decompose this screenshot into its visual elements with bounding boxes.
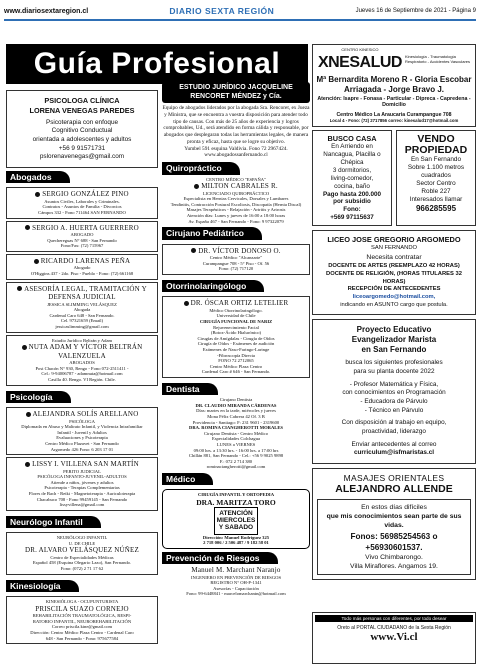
- ad-line: Atención días: Lunes y jueves de 16:00 a 18:00 horas: [186, 213, 286, 219]
- ad-line: Dirección: Manuel Rodríguez 325: [202, 534, 270, 540]
- ad-line: Español 458 (Esquina Olegario Lazo), San Fernando.: [32, 560, 132, 566]
- ad-line: Argomedo 426 Fono: 6 203 17 01: [50, 446, 114, 452]
- abogado-ad: [6, 187, 158, 218]
- column-right: [312, 44, 476, 580]
- ad-line: Vivo Chimbarongo.: [365, 553, 423, 561]
- ad-line: 648 - San Fernando - Fono: 975677584: [45, 635, 119, 641]
- ad-line: proactividad, liderazgo: [362, 427, 426, 435]
- ad-line: Atención: Isapre - Fonasa - Particular - Dipreca - Capredena - Domicilio: [317, 95, 471, 109]
- section-otorrino: Otorrinolaringólogo: [162, 280, 264, 292]
- ad-line: PSICÓLOGA INFANTO-JUVENIL-ADULTOS: [37, 474, 127, 480]
- ad-line[interactable]: rominaciangherotti@gmail.com: [206, 464, 266, 470]
- header-divider: [4, 19, 476, 21]
- ad-line: Evaluaciones y Psicoterapia: [56, 435, 108, 441]
- bullet-icon: [25, 462, 30, 467]
- ad-name: ASESORÍA LEGAL, TRAMITACIÓN Y DEFENSA JUDICIAL: [24, 284, 147, 302]
- bullet-icon: [17, 286, 22, 291]
- vendo-propiedad-ad: [396, 130, 476, 226]
- ad-phone: +569 97115637: [330, 214, 374, 222]
- ad-line: Universidad de Chile: [216, 313, 256, 319]
- ad-name: SERGIO A. HUERTA GUERRERO: [32, 223, 139, 232]
- ad-line: Fono: (072) 2 71 17 62: [60, 566, 104, 572]
- ad-line: lissyvillena@gmail.com: [59, 502, 105, 508]
- portal-ciudadano-ad: [312, 612, 476, 664]
- ad-line: indicando en ASUNTO cargo que postula.: [340, 302, 448, 309]
- ad-name: PRISCILA SUAZO CORNEJO: [35, 604, 129, 613]
- bullet-icon: [194, 184, 199, 189]
- ad-line: Cardenal Caro 648 - San Fernando.: [49, 312, 115, 318]
- ad-line: Especialidades Colchagua: [211, 436, 261, 442]
- ad-line: LICENCIADO QUIROPRÁCTICO: [202, 190, 270, 196]
- liceo-ad: [312, 230, 476, 315]
- logo-sub: Respiratorio - Accidentes Vasculares: [404, 59, 471, 65]
- logo-mark: XNESALUD: [317, 53, 402, 71]
- ad-title: BUSCO CASA: [327, 134, 377, 144]
- ad-line: Cirujano Dentista: [219, 397, 253, 403]
- medico-ad: [162, 489, 310, 548]
- ad-line: LUNES a VIERNES: [216, 442, 256, 448]
- section-kinesiologia: Kinesiología: [6, 580, 79, 592]
- ad-name: ALEJANDRO ALLENDE: [335, 483, 453, 496]
- ad-line: Días: martes en la tarde, miércoles y jueves: [196, 408, 276, 414]
- ad-line: PERITO JUDICIAL: [63, 468, 101, 474]
- ad-line: Psicoterapia con enfoque: [45, 118, 119, 126]
- ad-line: Contratos - Asuntos de Familia - Divorcios: [42, 204, 122, 210]
- ad-line: Oreto al PORTAL CIUDADANO de la Sexta Región: [337, 625, 451, 631]
- masajes-ad: [312, 468, 476, 580]
- ad-line: Médico Otorrinolaringólogo.: [209, 307, 263, 313]
- ad-line: Post Chacón N° 930, Rengo - Fono 072-2511411 -: [35, 365, 129, 371]
- section-abogados: Abogados: [6, 171, 70, 183]
- kinesiologia-ad: [6, 596, 158, 644]
- ad-name: DR. CLAUDIO MIRANDA CÁRDENAS: [195, 402, 277, 408]
- ad-line: U. DE CHILE: [68, 540, 96, 546]
- ad-name: SERGIO GONZÁLEZ PINO: [42, 190, 129, 199]
- ad-name: LISSY I. VILLENA SAN MARTÍN: [32, 460, 139, 469]
- estudio-juridico-text: Equipo de abogados liderados por la abogada Sra. Rencoret, ex Jueza y Ministra, que se encuentra a vuestra disposición para atender todo tipo de causas. Con más de 25 años de experiencia y logros comprobables, Ud., será atendido en forma cálida y responsable, por abogados que desplegaran todas las herramientas legales, de manera pronta y eficaz, hasta que se logre su objetivo.: [162, 105, 310, 145]
- ad-title: PSICOLOGA CLÍNICA: [44, 96, 120, 105]
- otorrino-ad: [162, 296, 310, 378]
- ad-line: - Profesor Matemática y Física,: [349, 380, 439, 388]
- ad-line: En San Fernando: [410, 156, 462, 164]
- ad-line: Cirugía de Oídos - Exámenes de audición: [197, 341, 275, 347]
- ad-line: FONO 72 2712065: [218, 358, 254, 364]
- ad-line: KINESIÓLOGA - OCUPUNTURISTA: [45, 599, 119, 605]
- page-header: [4, 4, 476, 18]
- ad-email[interactable]: curriculum@isfmaristas.cl: [353, 449, 435, 457]
- bullet-icon: [26, 412, 31, 417]
- ad-line: Villa Miraflores. Angamos 19.: [350, 562, 438, 570]
- ad-line: Chillán 881, San Fernando - Cel.: +56 9 9025 9898: [188, 453, 284, 459]
- ad-line: Necesita contratar: [366, 254, 422, 262]
- ad-line: Cel. 97321659 (Email): [60, 318, 104, 324]
- ad-line: Sobre 1.100 metros: [407, 164, 465, 172]
- ad-line: Nancagua, Placilla o: [323, 151, 381, 159]
- ad-line: Sector Centro: [416, 180, 456, 188]
- abogado-ad: [6, 282, 158, 333]
- ad-line: cocina, baño: [334, 182, 370, 190]
- ad-line: ABOGADO: [70, 232, 94, 238]
- ad-line: INGENIERO EN PREVENCIÓN DE RIESGOS: [190, 574, 282, 580]
- ad-line: Flores de Bach - Reiki - Magnetoterapia - Auriculoterapia: [28, 491, 136, 497]
- proyecto-educativo-ad: [312, 319, 476, 463]
- ad-name: Manuel M. Marchant Naranjo: [191, 566, 281, 575]
- logo-sub: Kinesiología - Traumatología: [404, 54, 456, 60]
- ad-line: Mona Félix Cabrera 42 Of. 3 B: [207, 414, 265, 420]
- ad-line: Exámenes de Naso-Faringo-Laringe: [202, 346, 270, 352]
- ad-title: LICEO JOSE GREGORIO ARGOMEDO: [327, 234, 461, 244]
- ad-line: CIRUGÍA FUNCIONAL DE NARIZ: [199, 318, 273, 324]
- ad-line: ATENCIÓN: [219, 510, 253, 518]
- ad-line: Abogado: [73, 265, 91, 271]
- ad-name: DR. VÍCTOR DONOSO O.: [198, 246, 281, 255]
- ad-line: JESSICA SLIMMING VELÁSQUEZ: [47, 301, 117, 307]
- ad-line: Abogada: [73, 307, 91, 313]
- bullet-icon: [35, 192, 40, 197]
- ad-logo[interactable]: www.Vi.cl: [370, 631, 418, 643]
- ad-line: Especialista en Hernias Cervicales, Dorsales y Lumbares: [183, 196, 289, 202]
- ad-line: Masajes Terapéuticos - Relajación - Artritis y Artrosis: [186, 207, 286, 213]
- estudio-juridico-title: ESTUDIO JURÍDICO JACQUELINE RENCORET MÉNDEZ y Cía.: [162, 82, 310, 103]
- ad-line: cuadrados: [421, 172, 451, 180]
- ad-line: Interesados llamar: [409, 196, 463, 204]
- ad-title: MASAJES ORIENTALES: [343, 472, 445, 483]
- ad-line: 2 718 006 / 2 506 487 / 9 182 58 01: [203, 540, 269, 546]
- ad-name: DR. ALVARO VELÁSQUEZ NÚÑEZ: [25, 546, 139, 555]
- ad-phone: 966285595: [415, 204, 457, 214]
- ad-line: Infantil - Juvenil y Adultos: [57, 429, 107, 435]
- busco-casa-ad: [312, 130, 392, 226]
- ad-line: En estos días difíciles: [361, 504, 427, 511]
- ad-line: - Educadora de Párvulo: [360, 398, 428, 405]
- section-cirujano-pediatrico: Cirujano Pediátrico: [162, 227, 262, 239]
- ad-line: CENTRO MÉDICO "ESPAÑA": [206, 176, 266, 182]
- ad-name: RICARDO LARENAS PEÑA: [40, 256, 131, 265]
- ad-line: Diplomada en Abuso y Maltrato Infantil, y Violencia Intrafamiliar: [21, 424, 143, 430]
- ad-line: O'Higgins 437 - 2do. Piso - Pueblo - Fono: (72) 661168: [30, 271, 134, 276]
- psicologia-ad: [6, 457, 158, 511]
- ad-line: DOCENTE DE RELIGIÓN, (HORAS TITULARES 32 HORAS): [326, 270, 462, 285]
- ad-name: MILTON CABRALES R.: [201, 182, 278, 191]
- ad-line: Asesorías - Capacitación: [213, 585, 259, 591]
- ad-name: Mª Bernardita Moreno R - Gloria Escobar Arriagada - Jorge Bravo J.: [316, 75, 472, 94]
- xnesalud-logo: [316, 48, 472, 72]
- ad-line: Centro Médico "Alcanzarte": [209, 255, 263, 261]
- ad-line: Cardenal Caro # 646 - San Fernando.: [201, 369, 271, 375]
- ad-name: NUTA ADAM Y VÍCTOR BELTRÁN VALENZUELA: [28, 343, 143, 360]
- ad-line: Atiende a niños, jóvenes y adultos: [50, 479, 114, 485]
- ad-line: Cirujano Dentista - Centro Médico: [203, 430, 269, 436]
- abogado-ad: [6, 335, 158, 386]
- ad-email[interactable]: pslorenavenegas@gmail.com: [39, 153, 125, 161]
- ad-line: Cámpos 332 - Fono 711464 SAN FERNANDO: [38, 209, 126, 215]
- quiropractico-ad: [162, 177, 310, 225]
- ad-line: RATORIO INFANTIL, NEUROREHABILITACIÓN: [32, 618, 132, 624]
- ad-name: LORENA VENEGAS PAREDES: [29, 105, 135, 115]
- section-medico: Médico: [162, 473, 213, 485]
- ad-phone: +56 9 91571731: [58, 144, 106, 152]
- ad-line: Enviar antecedentes al correo: [351, 440, 437, 448]
- neurologo-ad: [6, 532, 158, 575]
- ad-line: REGISTRO N° OH-P-1341: [210, 580, 262, 586]
- abogado-ad: [6, 221, 158, 252]
- ad-line: Centro Médico Plazavet - San Fernando: [45, 440, 119, 446]
- cirujano-ad: [162, 244, 310, 275]
- paper-name: DIARIO SEXTA REGIÓN: [169, 6, 275, 16]
- ad-line: SAN FERNANDO: [370, 245, 418, 252]
- ad-line: Chépica: [340, 159, 364, 167]
- section-prevencion-riesgos: Prevención de Riesgos: [162, 552, 278, 564]
- section-quiropractico: Quiropráctico: [162, 162, 240, 174]
- ad-line: Fono/Fax: (72) 715967: [60, 243, 104, 249]
- psicologia-ad: [6, 407, 158, 455]
- column-middle: [162, 82, 310, 597]
- ad-line: Curampangue 708 - 5° Piso - Of. 56: [202, 260, 270, 266]
- ad-line: Centro Médico Plaza Centro: [209, 363, 263, 369]
- abogado-ad: [6, 254, 158, 280]
- ad-line: por subsidio: [333, 198, 371, 206]
- ad-line: 09:00 hrs. a 13:30 hrs. - 16:00 hrs. a 17:00 hrs: [193, 447, 279, 453]
- ad-line: F.: 072 2 714 380: [219, 458, 253, 464]
- ad-title: Proyecto Educativo: [356, 325, 432, 335]
- ad-line: PSICÓLOGA: [69, 418, 95, 424]
- ad-line: living-comedor,: [330, 174, 374, 182]
- bullet-icon: [191, 248, 196, 253]
- ad-line: Psicoterapia - Terapias Complementarias: [44, 485, 120, 491]
- ad-line: Fono:: [343, 206, 361, 214]
- ad-line: Cognitivo Conductual: [51, 127, 113, 135]
- ad-line: Cel.: 9-94006787 - adamnuta@hotmail.com: [41, 371, 123, 377]
- ad-email[interactable]: liceoargomedo@hotmail.com,: [352, 294, 436, 301]
- ad-title: VENDO: [417, 133, 455, 146]
- ad-line: Pago hasta 200.000: [322, 190, 382, 198]
- ad-name: ALEJANDRA SOLÍS ARELLANO: [32, 410, 139, 419]
- riesgos-ad: [162, 566, 310, 597]
- estudio-juridico-contact: Yumbel 591 esquina Valdivia. Fono 72 2967424.: [184, 145, 288, 152]
- ad-line: DOCENTE DE ARTES (REEMPLAZO 42 HORAS): [328, 262, 460, 269]
- ad-line: REHABILITACIÓN TRAUMATOLÓGICA, RESPI-: [32, 613, 132, 619]
- ad-line: Centro de Especialidades Médicas: [50, 554, 114, 560]
- ad-line: Con disposición al trabajo en equipo,: [341, 419, 447, 427]
- ad-line: Local 4 - Fono: (72) 2717856 correo: kinesalud17@hotmail.com: [329, 118, 459, 124]
- bullet-icon: [34, 259, 39, 264]
- ad-line: Dirección: Centro Médico Plaza Centro - Cardenal Caro: [30, 629, 134, 635]
- xnesalud-ad: [312, 44, 476, 127]
- ad-line: Asuntos Civiles, Laborales y Criminales.: [44, 198, 120, 204]
- ad-line: para su planta docente 2022: [353, 368, 435, 376]
- ad-line: Fono: (72) 717120: [218, 266, 254, 272]
- ad-line: MIERCOLES: [216, 517, 256, 525]
- ad-line: Cirugías de Amígdalas - Cirugía de Oídos: [197, 335, 275, 341]
- ad-line: Tendinitis, Contracción Postural Escoliosis, Discopatía (Hernia Discal): [170, 201, 302, 207]
- ad-name: DRA. MARITZA TORO: [196, 497, 276, 507]
- ad-line: busca los siguientes profesionales: [345, 359, 443, 367]
- ad-name: DRA. ROMINA CIANGHEROTTI MORALES: [189, 425, 283, 431]
- ad-header: Todo más personas con diferentes, por todo desear: [315, 615, 473, 622]
- ad-line: RECEPCIÓN DE ANTECEDENTES: [347, 286, 441, 293]
- ad-line: Chacabuco 708 - Fono 99459145 - San Fernando: [36, 496, 128, 502]
- bullet-icon: [25, 225, 30, 230]
- atencion-box: [214, 507, 259, 534]
- ad-line: ABOGADOS: [69, 360, 95, 366]
- site-url[interactable]: www.diariosextaregion.cl: [4, 7, 89, 15]
- ad-line: Estudio Jurídico Beltrán y Adam: [51, 337, 113, 343]
- ad-line: CIRUGÍA INFANTIL Y ORTOPEDIA: [197, 492, 275, 498]
- ad-line: Y SABADO: [218, 524, 254, 532]
- bullet-icon: [184, 301, 189, 306]
- ad-line: Providencia - Santiago: F: 231 9601 - 2319600: [192, 419, 280, 425]
- ad-line: En Arriendo en: [331, 143, 373, 151]
- psicologa-clinica-ad: [6, 90, 158, 168]
- ad-line: -Fibroscopía Directa: [217, 352, 255, 358]
- ad-line: Centro Médico La Araucaria Curampangue 708: [336, 111, 452, 118]
- section-dentista: Dentista: [162, 383, 218, 395]
- bullet-icon: [22, 345, 27, 350]
- ad-line: Fono: 99-6448841 - marcelomarchantn@hotmail.com: [186, 591, 286, 597]
- ad-line: Roble 227: [421, 188, 451, 196]
- ad-line: Casilla 40. Rengo. VI Región. Chile.: [48, 377, 116, 383]
- ad-line: - Técnico en Párvulo: [364, 406, 424, 414]
- ad-phone: Fonos: 56985254563 o +56930601537.: [350, 531, 438, 552]
- ad-line: que mis conocimientos sean parte de sus vidas.: [326, 513, 462, 530]
- logo-pre: CENTRO KINESICO: [341, 47, 379, 52]
- ad-name: DR. ÓSCAR ORTIZ LETELIER: [190, 299, 289, 308]
- ad-line: con conocimientos en Programación: [342, 389, 446, 397]
- ad-line: orientada a adolescentes y adultos: [32, 135, 132, 143]
- page-date: Jueves 16 de Septiembre de 2021 - Página 9: [355, 8, 476, 14]
- ad-line: 3 dormitorios,: [332, 166, 372, 174]
- guia-title: Guía Profesional: [6, 44, 308, 84]
- ad-line: Rejuvenecimiento Facial: [213, 324, 259, 330]
- ad-line: jessicaslimming@gmail.com: [55, 324, 109, 330]
- ad-line: NEURÓLOGO INFANTIL: [56, 535, 108, 541]
- section-psicologia: Psicología: [6, 391, 71, 403]
- ad-title: en San Fernando: [361, 345, 427, 355]
- section-neurologo: Neurólogo Infantil: [6, 516, 101, 528]
- ad-title: PROPIEDAD: [404, 144, 468, 157]
- column-left: [6, 44, 158, 646]
- ad-line: Correo priscila.kine@gmail.com: [51, 624, 113, 630]
- ad-title: Evangelizador Marista: [351, 335, 437, 345]
- estudio-juridico-web[interactable]: www.abogadossanfernando.cl: [204, 152, 268, 159]
- ad-line: Av. España 467 - San Fernando - Fono: 9 97322079: [188, 218, 284, 224]
- dentista-ad: [162, 397, 310, 470]
- masajes-inner: [317, 499, 471, 575]
- ad-line: (Botox-Ácido Hialurónico): [210, 330, 262, 336]
- ad-line: Quechereguas N° 688 - San Fernando: [47, 237, 117, 243]
